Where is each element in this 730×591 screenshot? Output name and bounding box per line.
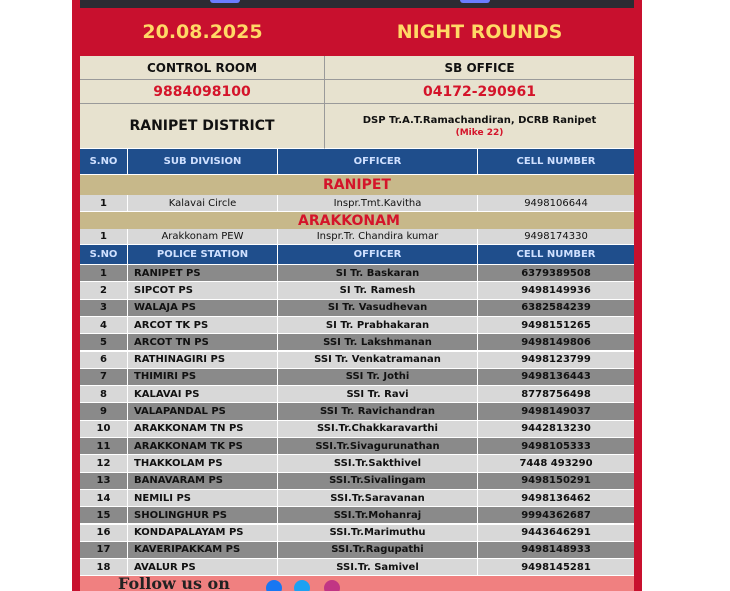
row-cell-number: 9498149037 [478,403,634,420]
row-officer: SSI.Tr.Saravanan [278,490,478,507]
document-frame [80,0,634,591]
row-police-station: ARCOT TK PS [128,317,278,334]
row-cell-number: 9498136443 [478,369,634,386]
section-title: RANIPET [323,177,391,193]
table-row [80,352,634,369]
header-cell-number: CELL NUMBER [478,245,634,265]
row-officer: SSI Tr. Venkatramanan [278,352,478,369]
dsp-name: DSP Tr.A.T.Ramachandiran, DCRB Ranipet [362,114,597,126]
facebook-icon[interactable] [266,580,282,591]
row-cell-number: 9498151265 [478,317,634,334]
row-officer: SSI.Tr.Mohanraj [278,507,478,524]
table-row [80,403,634,420]
sb-office-label: SB OFFICE [325,56,634,80]
sub-division-header-row [80,149,634,175]
row-sno: 16 [80,525,128,542]
table-row [80,386,634,403]
row-police-station: SHOLINGHUR PS [128,507,278,524]
row-police-station: AVALUR PS [128,559,278,576]
row-sno: 12 [80,455,128,472]
table-row [80,195,634,212]
row-officer: SSI Tr. Ravichandran [278,403,478,420]
row-police-station: KAVERIPAKKAM PS [128,542,278,559]
row-sno: 7 [80,369,128,386]
table-row [80,421,634,438]
row-sno: 8 [80,386,128,403]
row-cell-number: 9498106644 [478,195,634,212]
row-officer: SSI.Tr.Sakthivel [278,455,478,472]
section-ranipet [80,175,634,195]
table-row [80,525,634,542]
header-sub-division: SUB DIVISION [128,149,278,175]
row-cell-number: 9498105333 [478,438,634,455]
row-officer: SSI.Tr.Sivagurunathan [278,438,478,455]
row-sno: 5 [80,334,128,351]
table-row [80,542,634,559]
row-sno: 14 [80,490,128,507]
row-cell-number: 7448 493290 [478,455,634,472]
row-cell-number: 6382584239 [478,300,634,317]
table-row [80,317,634,334]
control-room-label: CONTROL ROOM [80,56,325,80]
row-officer: SSI Tr. Lakshmanan [278,334,478,351]
row-officer: SSI.Tr. Samivel [278,559,478,576]
instagram-icon[interactable] [324,580,340,591]
row-sno: 9 [80,403,128,420]
table-row [80,369,634,386]
row-cell-number: 9498174330 [478,229,634,245]
table-row [80,490,634,507]
night-rounds-card [72,0,642,591]
title-row [80,8,634,56]
row-cell-number: 9498123799 [478,352,634,369]
row-officer: SI Tr. Ramesh [278,282,478,299]
row-officer: SSI.Tr.Sivalingam [278,473,478,490]
row-cell-number: 6379389508 [478,265,634,282]
row-officer: SSI Tr. Ravi [278,386,478,403]
row-cell-number: 9443646291 [478,525,634,542]
row-sno: 1 [80,195,128,212]
row-sno: 1 [80,229,128,245]
row-officer: SSI.Tr.Marimuthu [278,525,478,542]
row-officer: SSI.Tr.Ragupathi [278,542,478,559]
table-row [80,300,634,317]
table-row [80,282,634,299]
row-officer: SSI.Tr.Chakkaravarthi [278,421,478,438]
row-cell-number: 9994362687 [478,507,634,524]
row-cell-number: 9498149936 [478,282,634,299]
dsp-block [325,104,634,149]
page-title: NIGHT ROUNDS [396,21,563,43]
table-row [80,438,634,455]
row-police-station: RATHINAGIRI PS [128,352,278,369]
row-police-station: THIMIRI PS [128,369,278,386]
row-sno: 15 [80,507,128,524]
row-sno: 10 [80,421,128,438]
header-sno: S.NO [80,245,128,265]
row-police-station: ARAKKONAM TK PS [128,438,278,455]
row-police-station: THAKKOLAM PS [128,455,278,472]
row-sno: 18 [80,559,128,576]
row-sno: 1 [80,265,128,282]
row-sno: 17 [80,542,128,559]
row-cell-number: 9498149806 [478,334,634,351]
row-police-station: NEMILI PS [128,490,278,507]
row-officer: SI Tr. Vasudhevan [278,300,478,317]
table-row [80,473,634,490]
row-police-station: VALAPANDAL PS [128,403,278,420]
table-row [80,507,634,524]
row-police-station: WALAJA PS [128,300,278,317]
row-sno: 11 [80,438,128,455]
row-sno: 6 [80,352,128,369]
banner-light [210,0,240,3]
header-cell-number: CELL NUMBER [478,149,634,175]
row-sno: 3 [80,300,128,317]
row-police-station: SIPCOT PS [128,282,278,299]
row-officer: SI Tr. Baskaran [278,265,478,282]
table-row [80,265,634,282]
row-sno: 4 [80,317,128,334]
section-arakkonam [80,212,634,229]
row-officer: Inspr.Tr. Chandira kumar [278,229,478,245]
row-sno: 2 [80,282,128,299]
row-officer: SI Tr. Prabhakaran [278,317,478,334]
row-police-station: RANIPET PS [128,265,278,282]
header-officer: OFFICER [278,245,478,265]
control-room-number: 9884098100 [80,80,325,104]
row-cell-number: 9498150291 [478,473,634,490]
banner-light [460,0,490,3]
footer-text: Follow us on [118,574,230,591]
row-cell-number: 8778756498 [478,386,634,403]
mike-code: (Mike 22) [455,127,504,138]
district-row [80,104,634,149]
row-sno: 13 [80,473,128,490]
section-title: ARAKKONAM [298,212,400,229]
row-police-station: BANAVARAM PS [128,473,278,490]
table-row [80,455,634,472]
twitter-icon[interactable] [294,580,310,591]
row-police-station: ARAKKONAM TN PS [128,421,278,438]
row-officer: Inspr.Tmt.Kavitha [278,195,478,212]
table-row [80,334,634,351]
row-cell-number: 9498148933 [478,542,634,559]
row-sub-division: Arakkonam PEW [128,229,278,245]
police-station-header-row [80,245,634,265]
table-row [80,229,634,245]
row-officer: SSI Tr. Jothi [278,369,478,386]
row-police-station: KALAVAI PS [128,386,278,403]
header-police-station: POLICE STATION [128,245,278,265]
contact-label-row [80,56,634,80]
footer-banner [80,576,634,591]
row-police-station: KONDAPALAYAM PS [128,525,278,542]
date-label: 20.08.2025 [142,21,263,43]
row-police-station: ARCOT TN PS [128,334,278,351]
row-sub-division: Kalavai Circle [128,195,278,212]
row-cell-number: 9442813230 [478,421,634,438]
header-officer: OFFICER [278,149,478,175]
row-cell-number: 9498136462 [478,490,634,507]
contact-number-row [80,80,634,104]
district-name: RANIPET DISTRICT [80,104,325,149]
sb-office-number: 04172-290961 [325,80,634,104]
top-banner-strip [80,0,634,8]
row-cell-number: 9498145281 [478,559,634,576]
header-sno: S.NO [80,149,128,175]
